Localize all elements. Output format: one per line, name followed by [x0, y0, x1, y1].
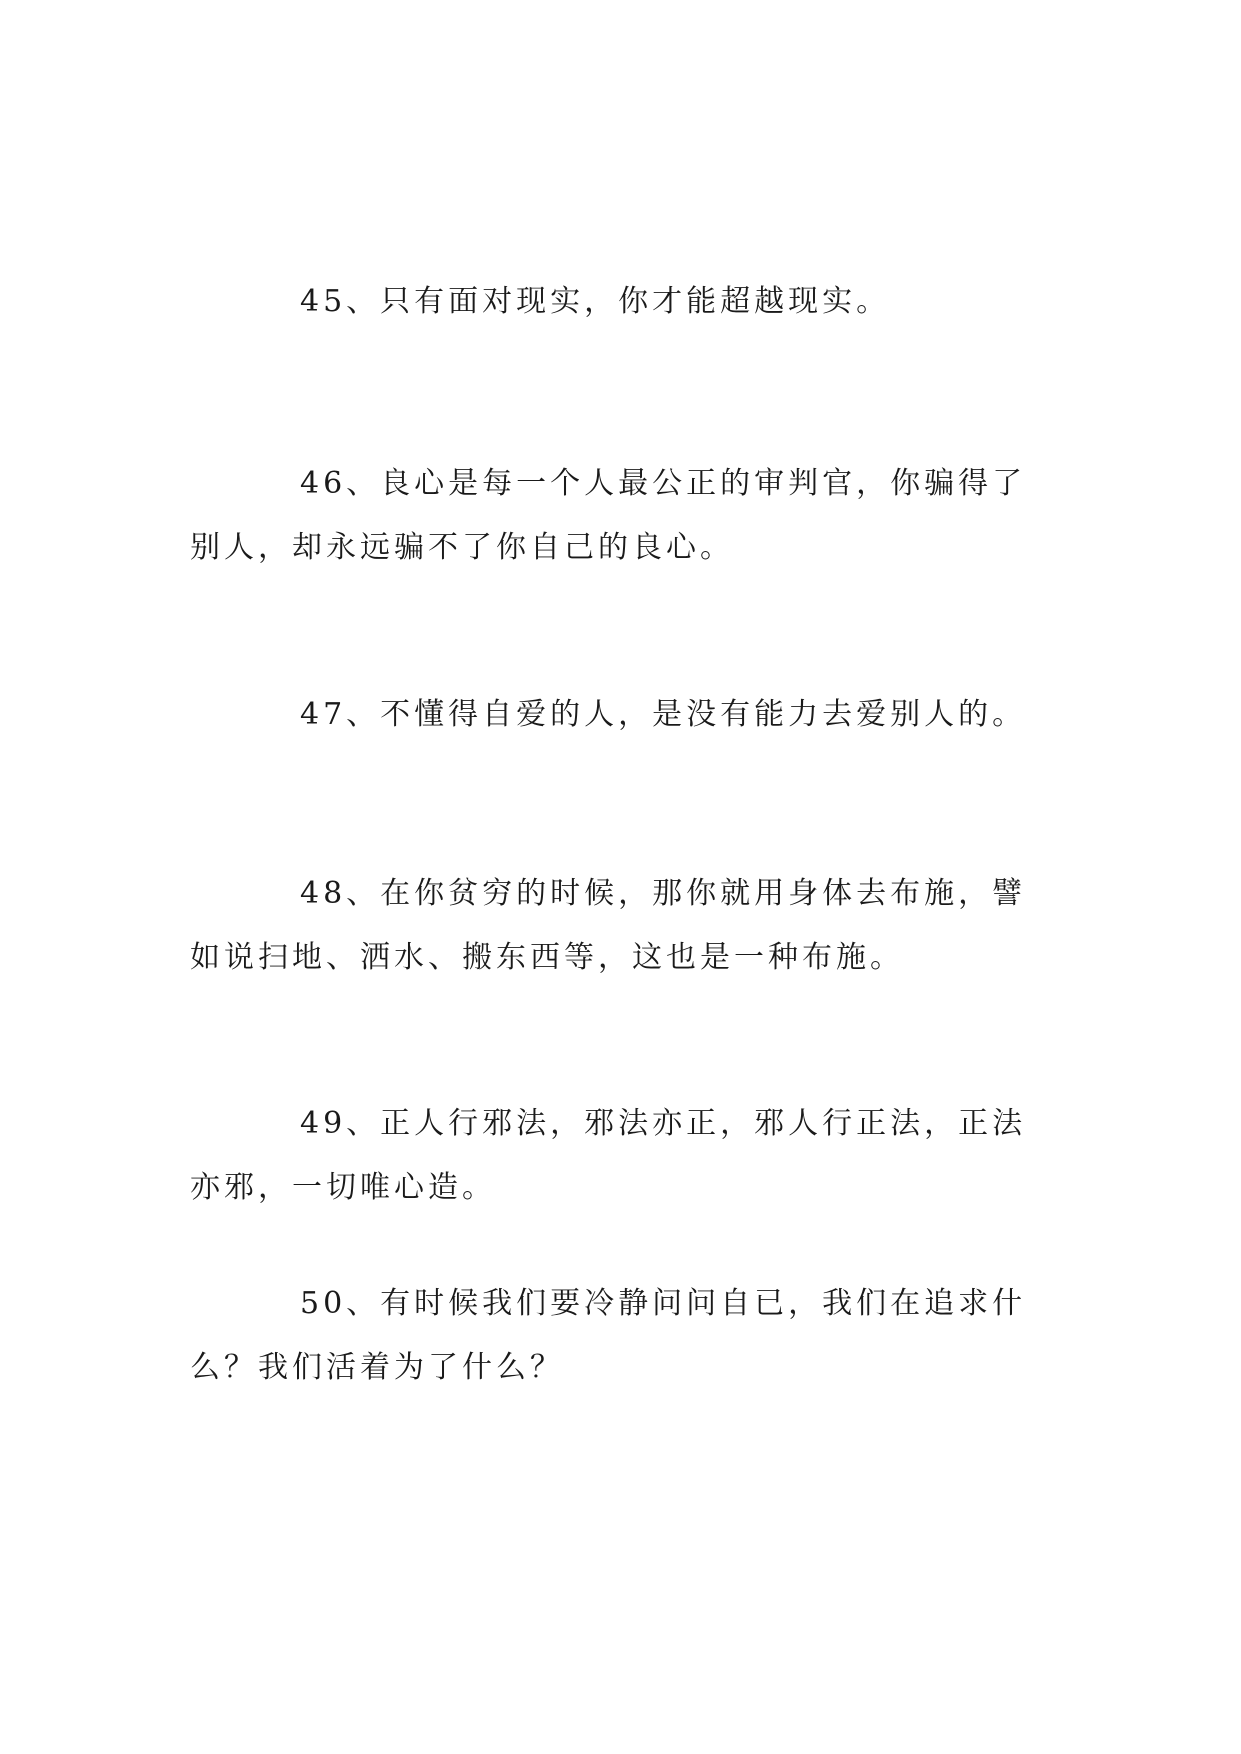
paragraph-46: 46、良心是每一个人最公正的审判官，你骗得了别人，却永远骗不了你自己的良心。	[190, 466, 1027, 565]
paragraph-47: 47、不懂得自爱的人，是没有能力去爱别人的。	[300, 697, 1027, 732]
paragraph-50: 50、有时候我们要冷静问问自已，我们在追求什么？我们活着为了什么？	[190, 1286, 1027, 1385]
paragraph-49: 49、正人行邪法，邪法亦正，邪人行正法，正法亦邪，一切唯心造。	[190, 1106, 1027, 1205]
paragraph-48: 48、在你贫穷的时候，那你就用身体去布施，譬如说扫地、洒水、搬东西等，这也是一种布施。	[190, 876, 1027, 975]
paragraph-45: 45、只有面对现实，你才能超越现实。	[300, 284, 891, 319]
